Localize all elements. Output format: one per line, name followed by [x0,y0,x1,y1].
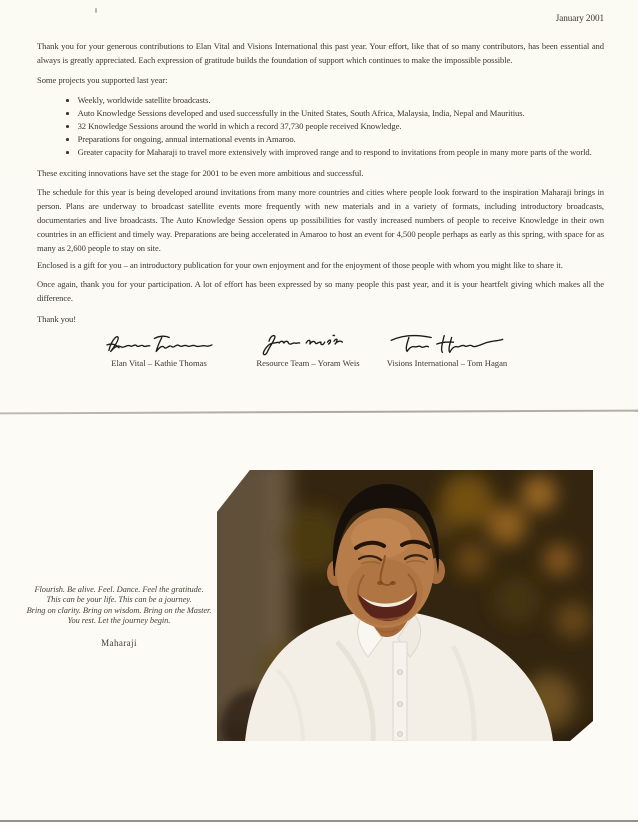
bullet-dot [66,125,69,128]
paragraph-intro: Thank you for your generous contributions to Elan Vital and Visions International this past year. Your effort, like that of so many contributors, has been essential and always is greatly appreciated. Each expression of gratitude builds the foundation of support which continues to make the impossible possible. [37,41,604,65]
letter-date: January 2001 [555,13,604,23]
signatures-row [37,331,604,377]
signature-caption: Resource Team – Yoram Weis [256,358,360,368]
paragraph-gift: Enclosed is a gift for you – an introductory publication for your own enjoyment and for the enjoyment of those people with whom you might like to share it. [37,260,563,270]
paragraph-thanks: Once again, thank you for your participation. A lot of effort has been expressed by so many people this past year, and it is your heartfelt giving which makes all the difference. [37,279,604,303]
list-item [37,107,604,120]
paragraph-innovations: These exciting innovations have set the stage for 2001 to be even more ambitious and successful. [37,168,364,178]
maharaji-photo [217,470,593,741]
quote-line: This can be your life. This can be a journey. [46,595,192,605]
signature-caption: Elan Vital – Kathie Thomas [111,358,207,368]
letter-section [37,0,604,377]
quote-line: Bring on clarity. Bring on wisdom. Bring on the Master. [26,605,212,615]
projects-intro: Some projects you supported last year: [37,75,168,85]
fold-divider [0,410,638,414]
bullet-dot [66,151,69,154]
list-item-text: Weekly, worldwide satellite broadcasts. [77,95,211,105]
projects-list [37,94,604,159]
list-item [37,94,604,107]
quote-author: Maharaji [101,637,137,648]
signature-block-tom-hagan [372,331,522,368]
bullet-dot [66,99,69,102]
list-item [37,146,604,159]
signature-block-kathie-thomas [84,331,234,368]
list-item-text: Greater capacity for Maharaji to travel more extensively with improved range and to respond to invitations from people in many more parts of the world. [77,147,592,157]
signature-caption: Visions International – Tom Hagan [386,358,508,368]
scan-margin [0,822,638,827]
signature-block-yoram-weis [233,331,383,368]
closing-text: Thank you! [37,314,77,324]
list-item-text: Preparations for ongoing, annual international events in Amaroo. [77,134,296,144]
bullet-dot [66,138,69,141]
list-item-text: Auto Knowledge Sessions developed and used successfully in the United States, South Africa, Malaysia, India, Nepal and Mauritius. [77,108,525,118]
tom-hagan-signature [384,331,510,357]
yoram-weis-signature [256,331,360,357]
list-item [37,133,604,146]
maharaji-photo-graphic [217,470,593,741]
list-item [37,120,604,133]
quote-line: You rest. Let the journey begin. [67,616,171,626]
quote-line: Flourish. Be alive. Feel. Dance. Feel the gratitude. [34,585,204,594]
kathie-thomas-signature [103,331,215,357]
quote-block [20,585,218,648]
bullet-dot [66,112,69,115]
list-item-text: 32 Knowledge Sessions around the world in which a record 37,730 people received Knowledge. [77,121,402,131]
paragraph-schedule: The schedule for this year is being developed around invitations from many more countries and cities where people look forward to the inspiration Maharaji brings in person. Plans are underway to broadcast satellite events more frequently with new materials and in a variety of formats, including introductory broadcasts, documentaries and live broadcasts. The Auto Knowledge Session opens up possibilities for vastly increased numbers of people to receive Knowledge in their own countries in an efficient and timely way. Preparations are being accelerated in Amaroo to host an event for 4,500 people perhaps as early as this spring, with space for as many as 2,600 people to stay on site. [37,187,604,253]
